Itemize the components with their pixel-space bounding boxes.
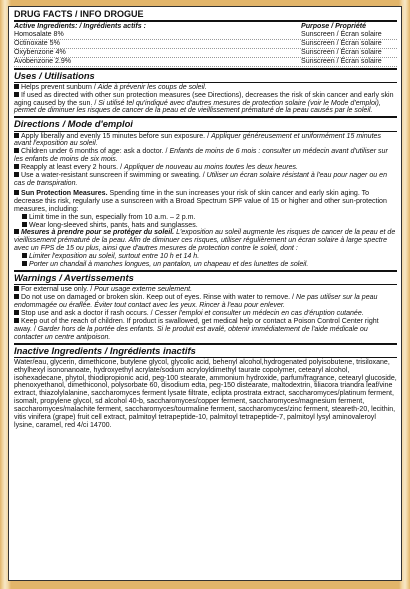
warnings-item: For external use only. / Pour usage externe seulement. (14, 286, 397, 294)
ingredient-row (14, 31, 397, 40)
active-ingredients-header (14, 23, 397, 31)
bullet-square-icon (14, 133, 19, 138)
sun-protection-item: Limit time in the sun, especially from 10 a.m. – 2 p.m. (14, 214, 397, 222)
ingredient-name: Avobenzone 2.9% (14, 57, 72, 65)
bullet-square-icon (14, 148, 19, 153)
drug-facts-panel (8, 6, 402, 581)
bullet-square-icon (22, 253, 27, 258)
ingredient-row (14, 40, 397, 49)
directions-item: Children under 6 months of age: ask a doctor. / Enfants de moins de 6 mois : consulter un médecin avant d'utiliser sur les enfants de moins de six mois. (14, 148, 388, 164)
active-ingredients-heading: Active Ingredients: / Ingrédients actifs : (14, 23, 146, 30)
bullet-square-icon (14, 229, 19, 234)
bullet-square-icon (22, 214, 27, 219)
ingredient-name: Octinoxate 5% (14, 39, 60, 47)
inactive-ingredients-heading: Inactive Ingredients / Ingrédients inactifs (14, 344, 196, 356)
ingredient-name: Homosalate 8% (14, 30, 64, 38)
ingredient-purpose: Sunscreen / Écran solaire (301, 48, 382, 56)
sun-protection-item: Porter un chandail à manches longues, un pantalon, un chapeau et des lunettes de soleil. (14, 261, 397, 269)
bullet-square-icon (14, 84, 19, 89)
sun-protection-measures-en: Sun Protection Measures. Spending time in the sun increases your risk of skin cancer and early skin aging. To decrease this risk, regularly use a sunscreen with a Broad Spectrum SPF value of 15 or higher and other sun-protection measures, including: (14, 189, 387, 213)
bullet-square-icon (14, 318, 19, 323)
bullet-square-icon (22, 222, 27, 227)
uses-item: Helps prevent sunburn / Aide à prévenir les coups de soleil. (14, 84, 397, 92)
active-ingredients-list (14, 31, 397, 67)
divider (14, 131, 397, 132)
uses-heading: Uses / Utilisations (14, 69, 95, 81)
bullet-square-icon (14, 286, 19, 291)
warnings-item: Keep out of the reach of children. If product is swallowed, get medical help or contact a Poison Control Center right away. / Garder hors de la portée des enfants. Si le produit est avalé, obtenir immédiatement de l'aide médicale ou contacter un centre antipoison. (14, 317, 379, 341)
warnings-item: Do not use on damaged or broken skin. Keep out of eyes. Rinse with water to remove. / Ne pas utiliser sur la peau endommagée ou éraflée. Éviter tout contact avec les yeux. Rincer à l'eau pour enlever. (14, 294, 378, 309)
sun-protection-item: Limiter l'exposition au soleil, surtout entre 10 h et 14 h. (14, 253, 397, 261)
bullet-square-icon (14, 190, 19, 195)
divider (14, 20, 397, 22)
drug-facts-title: DRUG FACTS / INFO DROGUE (14, 9, 144, 19)
directions-item: Apply liberally and evenly 15 minutes before sun exposure. / Appliquer généreusement et uniformément 15 minutes avant l'exposition au soleil. (14, 132, 381, 148)
uses-item: If used as directed with other sun protection measures (see Directions), decreases the risk of skin cancer and early skin aging caused by the sun. / Si utilisé tel qu'indiqué avec d'autres mesures de protection solaire (voir le Mode d'emploi), permet de diminuer les risques de cancer de la peau et de vieillissement prématuré de la peau causés par le soleil. (14, 91, 394, 115)
sun-protection-measures-fr: Mesures à prendre pour se protéger du soleil. L'exposition au soleil augmente les risques de cancer de la peau et de vieillissement prématuré de la peau. Afin de diminuer ces risques, utiliser régulièrement un écran solaire à large spectre avec un FPS de 15 ou plus, ainsi que d'autres mesures de protection contre le soleil, dont : (14, 229, 396, 253)
ingredient-purpose: Sunscreen / Écran solaire (301, 39, 382, 47)
bullet-square-icon (14, 310, 19, 315)
divider (14, 357, 397, 358)
bullet-square-icon (14, 172, 19, 177)
ingredient-purpose: Sunscreen / Écran solaire (301, 57, 382, 65)
warnings-heading: Warnings / Avertissements (14, 271, 134, 283)
bullet-square-icon (14, 294, 19, 299)
bullet-square-icon (14, 92, 19, 97)
ingredient-row (14, 49, 397, 58)
sun-protection-item: Wear long-sleeved shirts, pants, hats and sunglasses. (14, 222, 397, 230)
inactive-ingredients-text: Water/eau, glycerin, dimethicone, butylene glycol, glycolic acid, behenyl alcohol,hydrogenated polyisobutene, trisiloxane, ethylhexyl isononanoate, hydroxyethyl acrylate/sodium acryloyldimethyl taurate copolymer, cetearyl alcohol, isohexadecane, phytol, thiodipropionic acid, peg-100 stearate, ammonium hydroxide, parfum/fragrance, cetearyl glucoside, phenoxyethanol, dimethiconol, polysorbate 60, disodium edta, peg-150 distearate, maltodextrin, tiliacora triandra leaf/vine extract, thiazolylalanine, saccharomyces ferment lysate filtrate, eclipta prostrata extract, saccharomyces/platinum ferment, isomalt, propylene glycol, sd alcohol 40-b, saccharomyces/copper ferment, saccharomyces/magnesium ferment, saccharomyces/malachite ferment, saccharomyces/tourmaline ferment, saccharomyces/zinc ferment, steareth-20, lecithin, vitis vinifera (grape) fruit cell extract, palmitoyl tetrapeptide-10, palmitoyl tetrapeptide-7, palmitoyl lysyl aminovaleroyl lysine, caramel, red 4/ci 14700. (14, 358, 397, 429)
ingredient-purpose: Sunscreen / Écran solaire (301, 30, 382, 38)
warnings-item: Stop use and ask a doctor if rash occurs. / Cesser l'emploi et consulter un médecin en cas d'éruption cutanée. (14, 310, 397, 318)
directions-heading: Directions / Mode d'emploi (14, 118, 133, 130)
divider (14, 284, 397, 285)
bullet-square-icon (22, 261, 27, 266)
divider (14, 82, 397, 83)
ingredient-name: Oxybenzone 4% (14, 48, 66, 56)
ingredient-row (14, 58, 397, 67)
directions-item: Reapply at least every 2 hours. / Appliquer de nouveau au moins toutes les deux heures. (14, 164, 397, 172)
bullet-square-icon (14, 164, 19, 169)
directions-item: Use a water-resistant sunscreen if swimming or sweating. / Utiliser un écran solaire résistant à l'eau pour nager ou en cas de transpiration. (14, 172, 388, 187)
purpose-heading: Purpose / Propriété (301, 23, 367, 30)
